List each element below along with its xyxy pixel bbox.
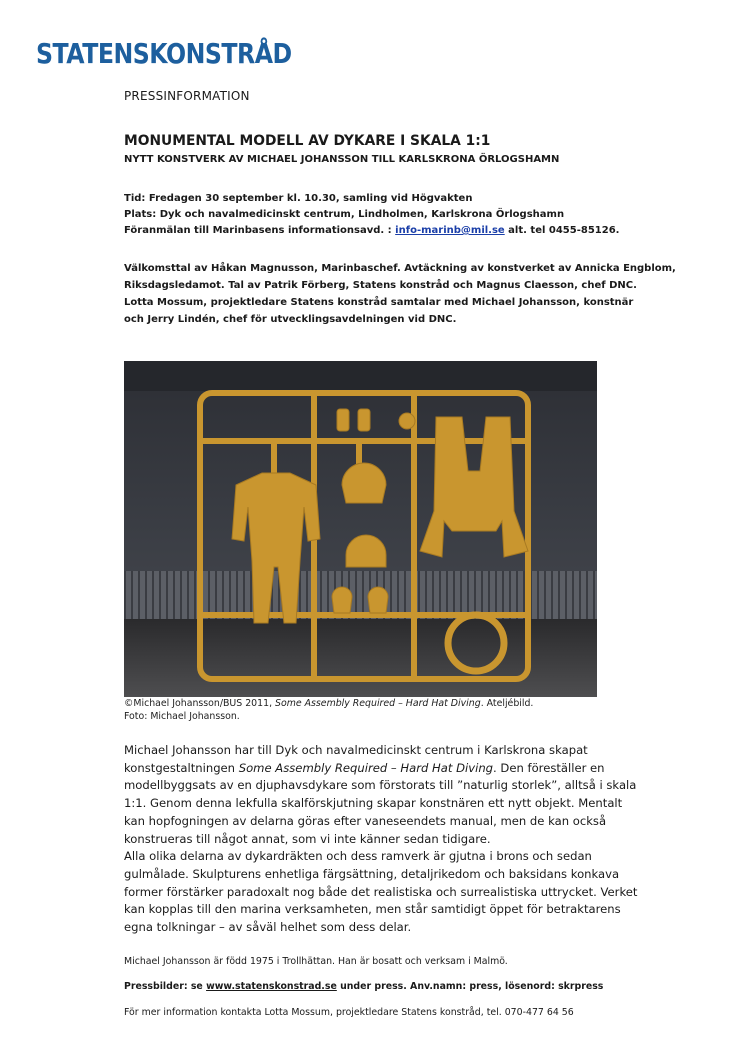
page-subtitle: NYTT KONSTVERK AV MICHAEL JOHANSSON TILL KARLSKRONA ÖRLOGSHAMN: [124, 154, 560, 165]
event-time: Tid: Fredagen 30 september kl. 10.30, samling vid Högvakten: [124, 193, 473, 204]
registration-text: Föranmälan till Marinbasens informationsavd. :: [124, 225, 396, 236]
paragraph-work-title: Some Assembly Required – Hard Hat Diving: [238, 760, 494, 775]
body-paragraph: Alla olika delarna av dykardräkten och dess ramverk är gjutna i brons och sedan gulmålade. Skulpturens enhetliga färgsättning, detaljrikedom och baksidans konkava former förstärker paradoxalt nog både det realistiska och surrealistiska uttrycket. Verket kan kopplas till den marina verksamheten, men står samtidigt öppet för betraktarens egna tolkningar – av såväl helhet som dess delar.: [124, 849, 638, 935]
glove-part: [332, 587, 352, 613]
caption-work-title: Some Assembly Required – Hard Hat Diving: [275, 698, 481, 709]
program-line: och Jerry Lindén, chef för utvecklingsavdelningen vid DNC.: [124, 314, 457, 325]
registration-email-link[interactable]: info-marinb@mil.se: [395, 225, 505, 236]
small-part: [358, 409, 370, 431]
press-text: Pressbilder: se: [124, 981, 207, 992]
press-website-link[interactable]: www.statenskonstrad.se: [206, 981, 337, 992]
caption-copyright: ©Michael Johansson/BUS 2011,: [124, 698, 276, 709]
registration-phone: alt. tel 0455-85126.: [504, 225, 620, 236]
photo-caption: [124, 698, 533, 723]
sculpture-photo: [124, 361, 597, 697]
press-credentials: under press. Anv.namn: press, lösenord: skrpress: [336, 981, 604, 992]
press-images: [124, 981, 603, 992]
contact-info: För mer information kontakta Lotta Mossum, projektledare Statens konstråd, tel. 070-477 64 56: [124, 1007, 574, 1018]
caption-suffix: . Ateljébild.: [480, 698, 534, 709]
page-title: MONUMENTAL MODELL AV DYKARE I SKALA 1:1: [124, 133, 491, 149]
program-line: Lotta Mossum, projektledare Statens konstråd samtalar med Michael Johansson, konstnär: [124, 297, 634, 308]
paragraph-text: Michael Johansson har till Dyk och navalmedicinskt centrum i Karlskrona skapat konstgestaltningen: [124, 743, 588, 775]
program-line: Riksdagsledamot. Tal av Patrik Förberg, Statens konstråd och Magnus Claesson, chef DNC.: [124, 280, 637, 291]
body-paragraph: [124, 742, 644, 848]
caption-photo-credit: Foto: Michael Johansson.: [124, 710, 240, 722]
body-text: [124, 742, 644, 937]
paragraph-text: . Den föreställer en modellbyggsats av en djuphavsdykare som förstorats till ”naturlig storlek”, alltså i skala 1:1. Genom denna lekfulla skalförskjutning skapar konstnären ett nytt objekt. Mentalt kan hopfogningen av delarna göras efter vaneseendets manual, men de kan också konstrueras till något annat, som vi inte känner sedan tidigare.: [124, 760, 637, 846]
diving-helmet-part: [342, 463, 386, 503]
small-part: [399, 413, 415, 429]
program-line: Välkomsttal av Håkan Magnusson, Marinbaschef. Avtäckning av konstverket av Annicka Engblom,: [124, 263, 676, 274]
event-registration: [124, 225, 619, 236]
statens-konstrad-logo: STATENSKONSTRÅD: [36, 38, 292, 70]
artist-bio: Michael Johansson är född 1975 i Trollhättan. Han är bosatt och verksam i Malmö.: [124, 956, 508, 967]
glove-part: [368, 587, 388, 613]
small-part: [337, 409, 349, 431]
document-type-label: PRESSINFORMATION: [124, 89, 250, 103]
event-place: Plats: Dyk och navalmedicinskt centrum, Lindholmen, Karlskrona Örlogshamn: [124, 209, 565, 220]
